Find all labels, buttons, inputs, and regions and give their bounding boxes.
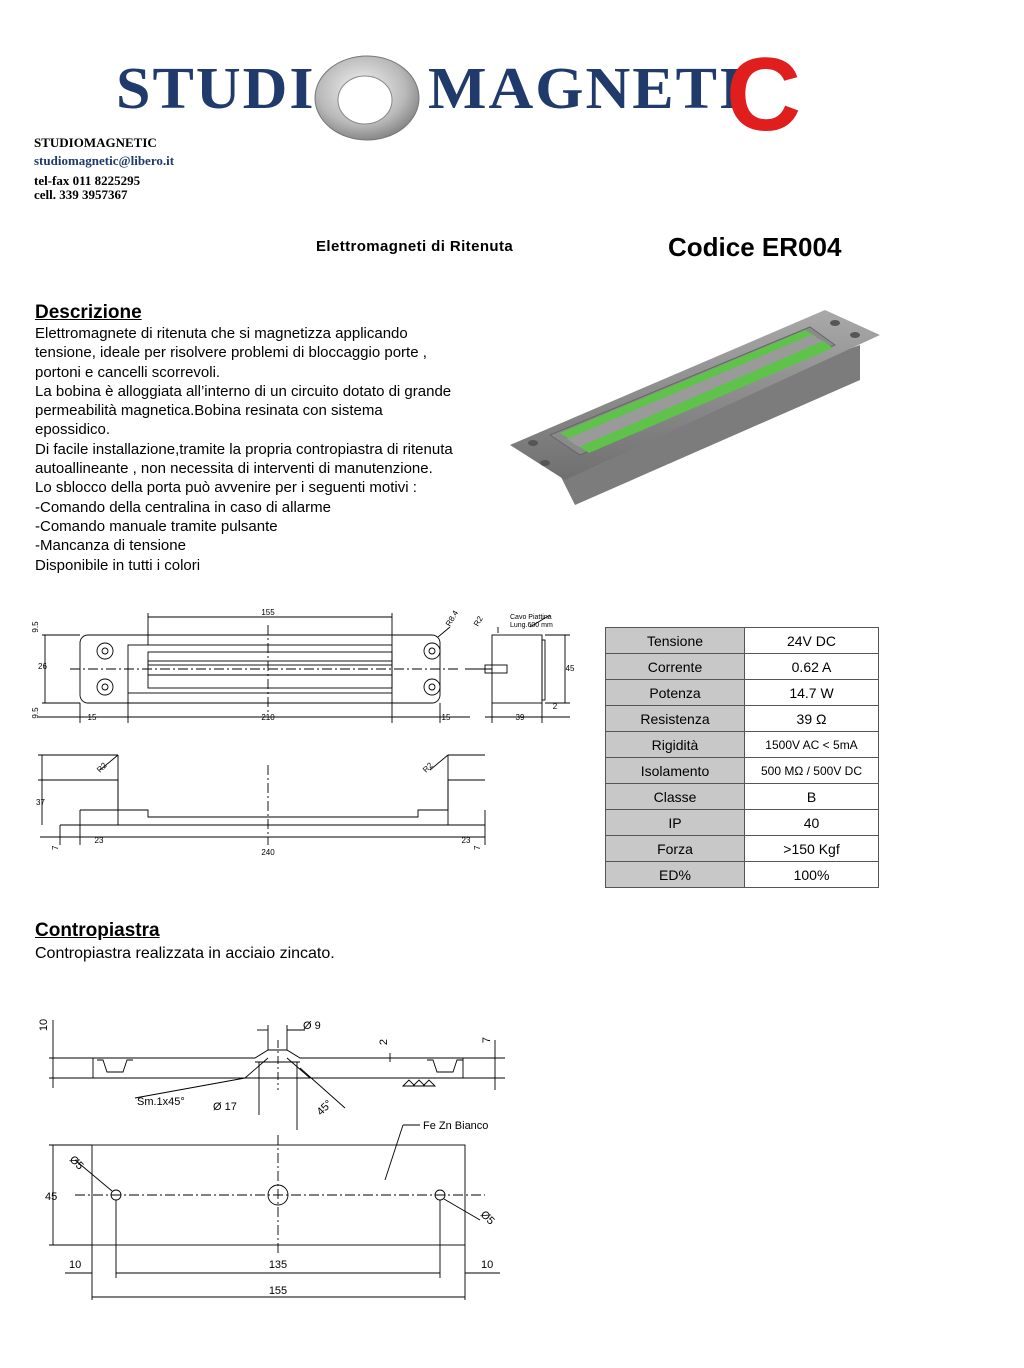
dim-label: R8.4 — [443, 608, 461, 628]
dim-label: 9.5 — [31, 621, 40, 633]
table-row — [606, 810, 879, 836]
dim-label: 2 — [378, 1038, 390, 1046]
spec-label: IP — [606, 810, 745, 836]
dim-label: 15 — [87, 713, 97, 722]
table-row — [606, 706, 879, 732]
description-text — [35, 324, 453, 575]
description-title: Descrizione — [35, 302, 142, 323]
spec-value: 100% — [745, 862, 879, 888]
spec-label: Classe — [606, 784, 745, 810]
product-code: Codice ER004 — [668, 232, 842, 262]
table-row — [606, 628, 879, 654]
table-row — [606, 680, 879, 706]
counterplate-title: Contropiastra — [35, 920, 160, 941]
spec-value: >150 Kgf — [745, 836, 879, 862]
description-line: -Comando della centralina in caso di allarme — [35, 498, 331, 516]
description-line: -Comando manuale tramite pulsante — [35, 517, 278, 535]
spec-value: 14.7 W — [745, 680, 879, 706]
description-line: autoallineante , non necessita di interventi di manutenzione. — [35, 460, 433, 478]
description-line: -Mancanza di tensione — [35, 537, 186, 555]
spec-value: 40 — [745, 810, 879, 836]
cable-note: Lung.600 mm — [510, 622, 553, 629]
spec-label: Isolamento — [606, 758, 745, 784]
cable-note: Cavo Piattina — [510, 614, 552, 621]
description-line: epossidico. — [35, 421, 111, 439]
spec-value: B — [745, 784, 879, 810]
dim-label: 23 — [461, 836, 471, 845]
company-name: STUDIOMAGNETIC — [34, 135, 157, 150]
dim-label: 45 — [45, 1191, 58, 1203]
dim-label: 26 — [38, 662, 47, 671]
contact-block — [34, 134, 174, 202]
spec-value: 24V DC — [745, 628, 879, 654]
dim-label: 10 — [481, 1259, 494, 1271]
counterplate-description: Contropiastra realizzata in acciaio zincato. — [35, 945, 335, 962]
electromagnet-technical-drawing — [30, 605, 590, 865]
spec-value: 500 MΩ / 500V DC — [745, 758, 879, 784]
ring-magnet-icon — [308, 50, 426, 142]
description-line: Disponibile in tutti i colori — [35, 556, 201, 574]
dim-label: Ø 17 — [213, 1101, 237, 1113]
dim-label: 45 — [565, 664, 575, 673]
product-category: Elettromagneti di Ritenuta — [316, 238, 514, 255]
spec-label: Corrente — [606, 654, 745, 680]
spec-label: Forza — [606, 836, 745, 862]
table-row — [606, 862, 879, 888]
description-line: tensione, ideale per risolvere problemi di bloccaggio porte , — [35, 344, 427, 362]
dim-label: R2 — [95, 760, 109, 775]
email-link[interactable]: studiomagnetic@libero.it — [34, 153, 175, 168]
table-row — [606, 654, 879, 680]
fezn-label: Fe Zn Bianco — [423, 1120, 489, 1132]
dim-label: Ø5 — [477, 1208, 497, 1228]
spec-label: Tensione — [606, 628, 745, 654]
dim-label: 7 — [473, 845, 482, 850]
dim-label: Sm.1x45° — [137, 1096, 185, 1108]
dim-label: 7 — [481, 1036, 493, 1044]
description-line: Di facile installazione,tramite la propria contropiastra di ritenuta — [35, 440, 453, 458]
description-line: Lo sblocco della porta può avvenire per i seguenti motivi : — [35, 479, 417, 497]
spec-label: Resistenza — [606, 706, 745, 732]
telfax: tel-fax 011 8225295 — [34, 173, 141, 188]
electromagnet-photo — [505, 305, 885, 510]
dim-label: Ø5 — [66, 1153, 86, 1173]
specs-table — [605, 627, 879, 888]
dim-label: 45° — [314, 1097, 335, 1119]
description-line: Elettromagnete di ritenuta che si magnetizza applicando — [35, 325, 408, 342]
dim-label: 39 — [515, 713, 525, 722]
dim-label: 135 — [268, 1259, 288, 1271]
dim-label: 155 — [268, 1285, 288, 1297]
dim-label: R2 — [471, 614, 485, 628]
table-row — [606, 732, 879, 758]
table-row — [606, 758, 879, 784]
dim-label: R2 — [421, 760, 435, 775]
table-row — [606, 784, 879, 810]
dim-label: 15 — [441, 713, 451, 722]
logo-text-left: STUDI — [116, 56, 316, 122]
dim-label: 37 — [36, 798, 45, 807]
description-line: portoni e cancelli scorrevoli. — [35, 363, 221, 381]
dim-label: Ø 9 — [303, 1020, 321, 1032]
dim-label: 2 — [552, 702, 558, 711]
dim-label: 210 — [261, 713, 275, 722]
dim-label: 9.5 — [31, 707, 40, 719]
dim-label: 23 — [94, 836, 104, 845]
spec-value: 0.62 A — [745, 654, 879, 680]
logo-text-right: MAGNETI — [428, 56, 746, 122]
dim-label: 10 — [38, 1018, 50, 1032]
counterplate-technical-drawing — [35, 1010, 535, 1310]
dim-label: 155 — [261, 608, 275, 617]
spec-label: ED% — [606, 862, 745, 888]
logo-text-c: C — [726, 37, 802, 153]
spec-label: Potenza — [606, 680, 745, 706]
spec-value: 1500V AC < 5mA — [745, 732, 879, 758]
cellphone: cell. 339 3957367 — [34, 187, 128, 202]
dim-label: 7 — [51, 845, 60, 850]
brand-logo — [110, 37, 810, 153]
description-line: permeabilità magnetica.Bobina resinata con sistema — [35, 402, 383, 420]
dim-label: 10 — [69, 1259, 82, 1271]
dim-label: 240 — [261, 848, 275, 857]
table-row — [606, 836, 879, 862]
spec-label: Rigidità — [606, 732, 745, 758]
description-line: La bobina è alloggiata all’interno di un circuito dotato di grande — [35, 382, 452, 400]
spec-value: 39 Ω — [745, 706, 879, 732]
